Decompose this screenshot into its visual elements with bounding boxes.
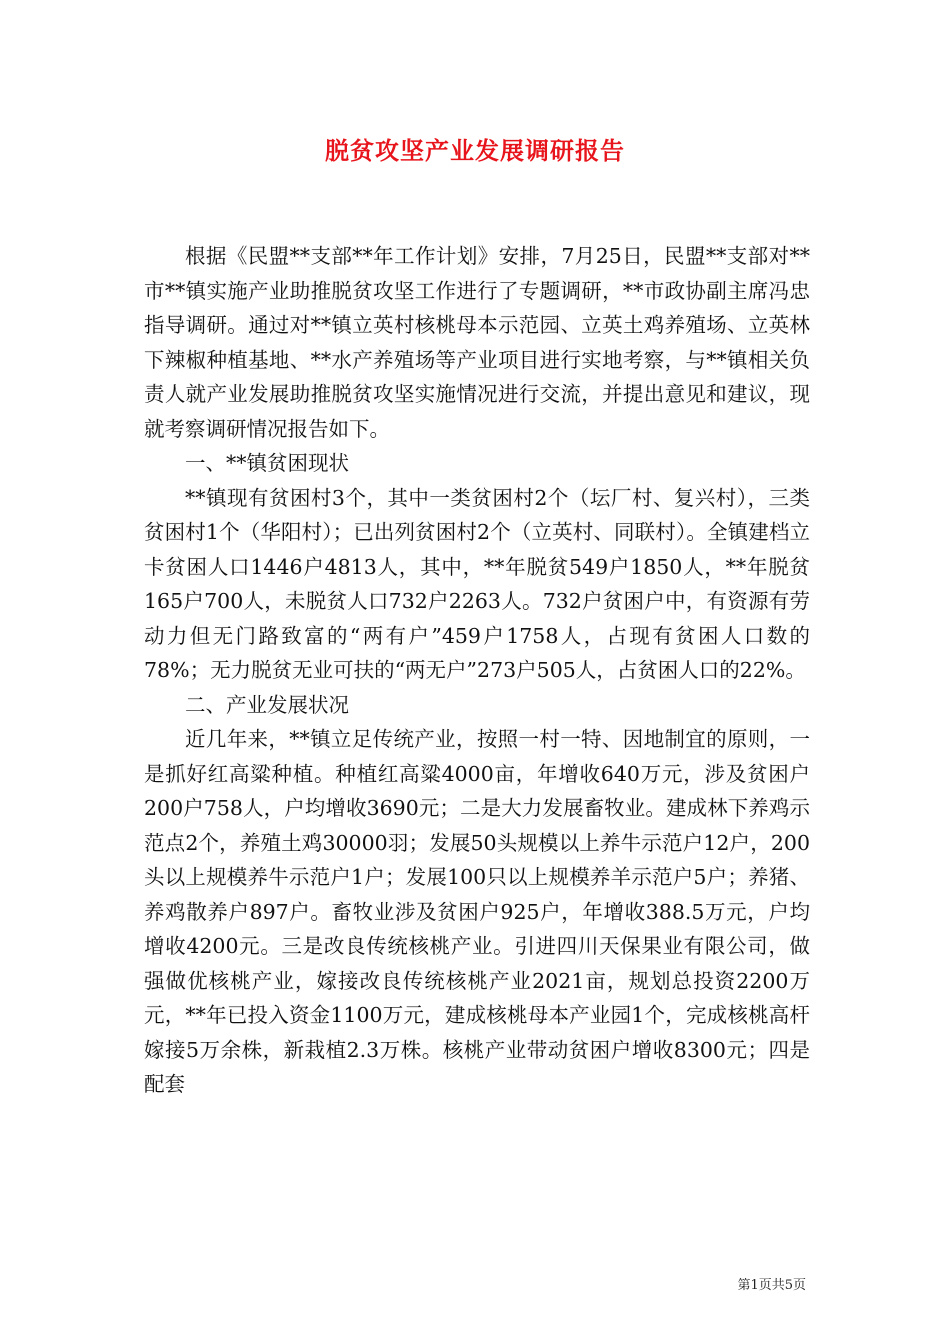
document-title: 脱贫攻坚产业发展调研报告 bbox=[325, 136, 625, 165]
document-body bbox=[144, 239, 810, 1102]
paragraph-intro: 根据《民盟**支部**年工作计划》安排，7月25日，民盟**支部对**市**镇实施产业助推脱贫攻坚工作进行了专题调研，**市政协副主席冯忠指导调研。通过对**镇立英村核桃母本示范园、立英土鸡养殖场、立英林下辣椒种植基地、**水产养殖场等产业项目进行实地考察，与**镇相关负责人就产业发展助推脱贫攻坚实施情况进行交流，并提出意见和建议，现就考察调研情况报告如下。 bbox=[144, 244, 810, 441]
paragraph-industry-status: 近几年来，**镇立足传统产业，按照一村一特、因地制宜的原则，一是抓好红高粱种植。种植红高粱4000亩，年增收640万元，涉及贫困户200户758人，户均增收3690元；二是大力发展畜牧业。建成林下养鸡示范点2个，养殖土鸡30000羽；发展50头规模以上养牛示范户12户，200头以上规模养牛示范户1户；发展100只以上规模养羊示范户5户；养猪、养鸡散养户897户。畜牧业涉及贫困户925户，年增收388.5万元，户均增收4200元。三是改良传统核桃产业。引进四川天保果业有限公司，做强做优核桃产业，嫁接改良传统核桃产业2021亩，规划总投资2200万元，**年已投入资金1100万元，建成核桃母本产业园1个，完成核桃高杆嫁接5万余株，新栽植2.3万株。核桃产业带动贫困户增收8300元；四是配套 bbox=[144, 727, 810, 1096]
paragraph-poverty-status: **镇现有贫困村3个，其中一类贫困村2个（坛厂村、复兴村），三类贫困村1个（华阳村）；已出列贫困村2个（立英村、同联村）。全镇建档立卡贫困人口1446户4813人，其中，**年脱贫549户1850人，**年脱贫165户700人，未脱贫人口732户2263人。732户贫困户中，有资源有劳动力但无门路致富的“两有户”459户1758人，占现有贫困人口数的78%；无力脱贫无业可扶的“两无户”273户505人，占贫困人口的22%。 bbox=[144, 485, 810, 682]
page-number: 第1页共5页 bbox=[737, 1278, 806, 1293]
section-heading-1: 一、**镇贫困现状 bbox=[185, 451, 349, 475]
section-heading-2: 二、产业发展状况 bbox=[185, 692, 349, 717]
